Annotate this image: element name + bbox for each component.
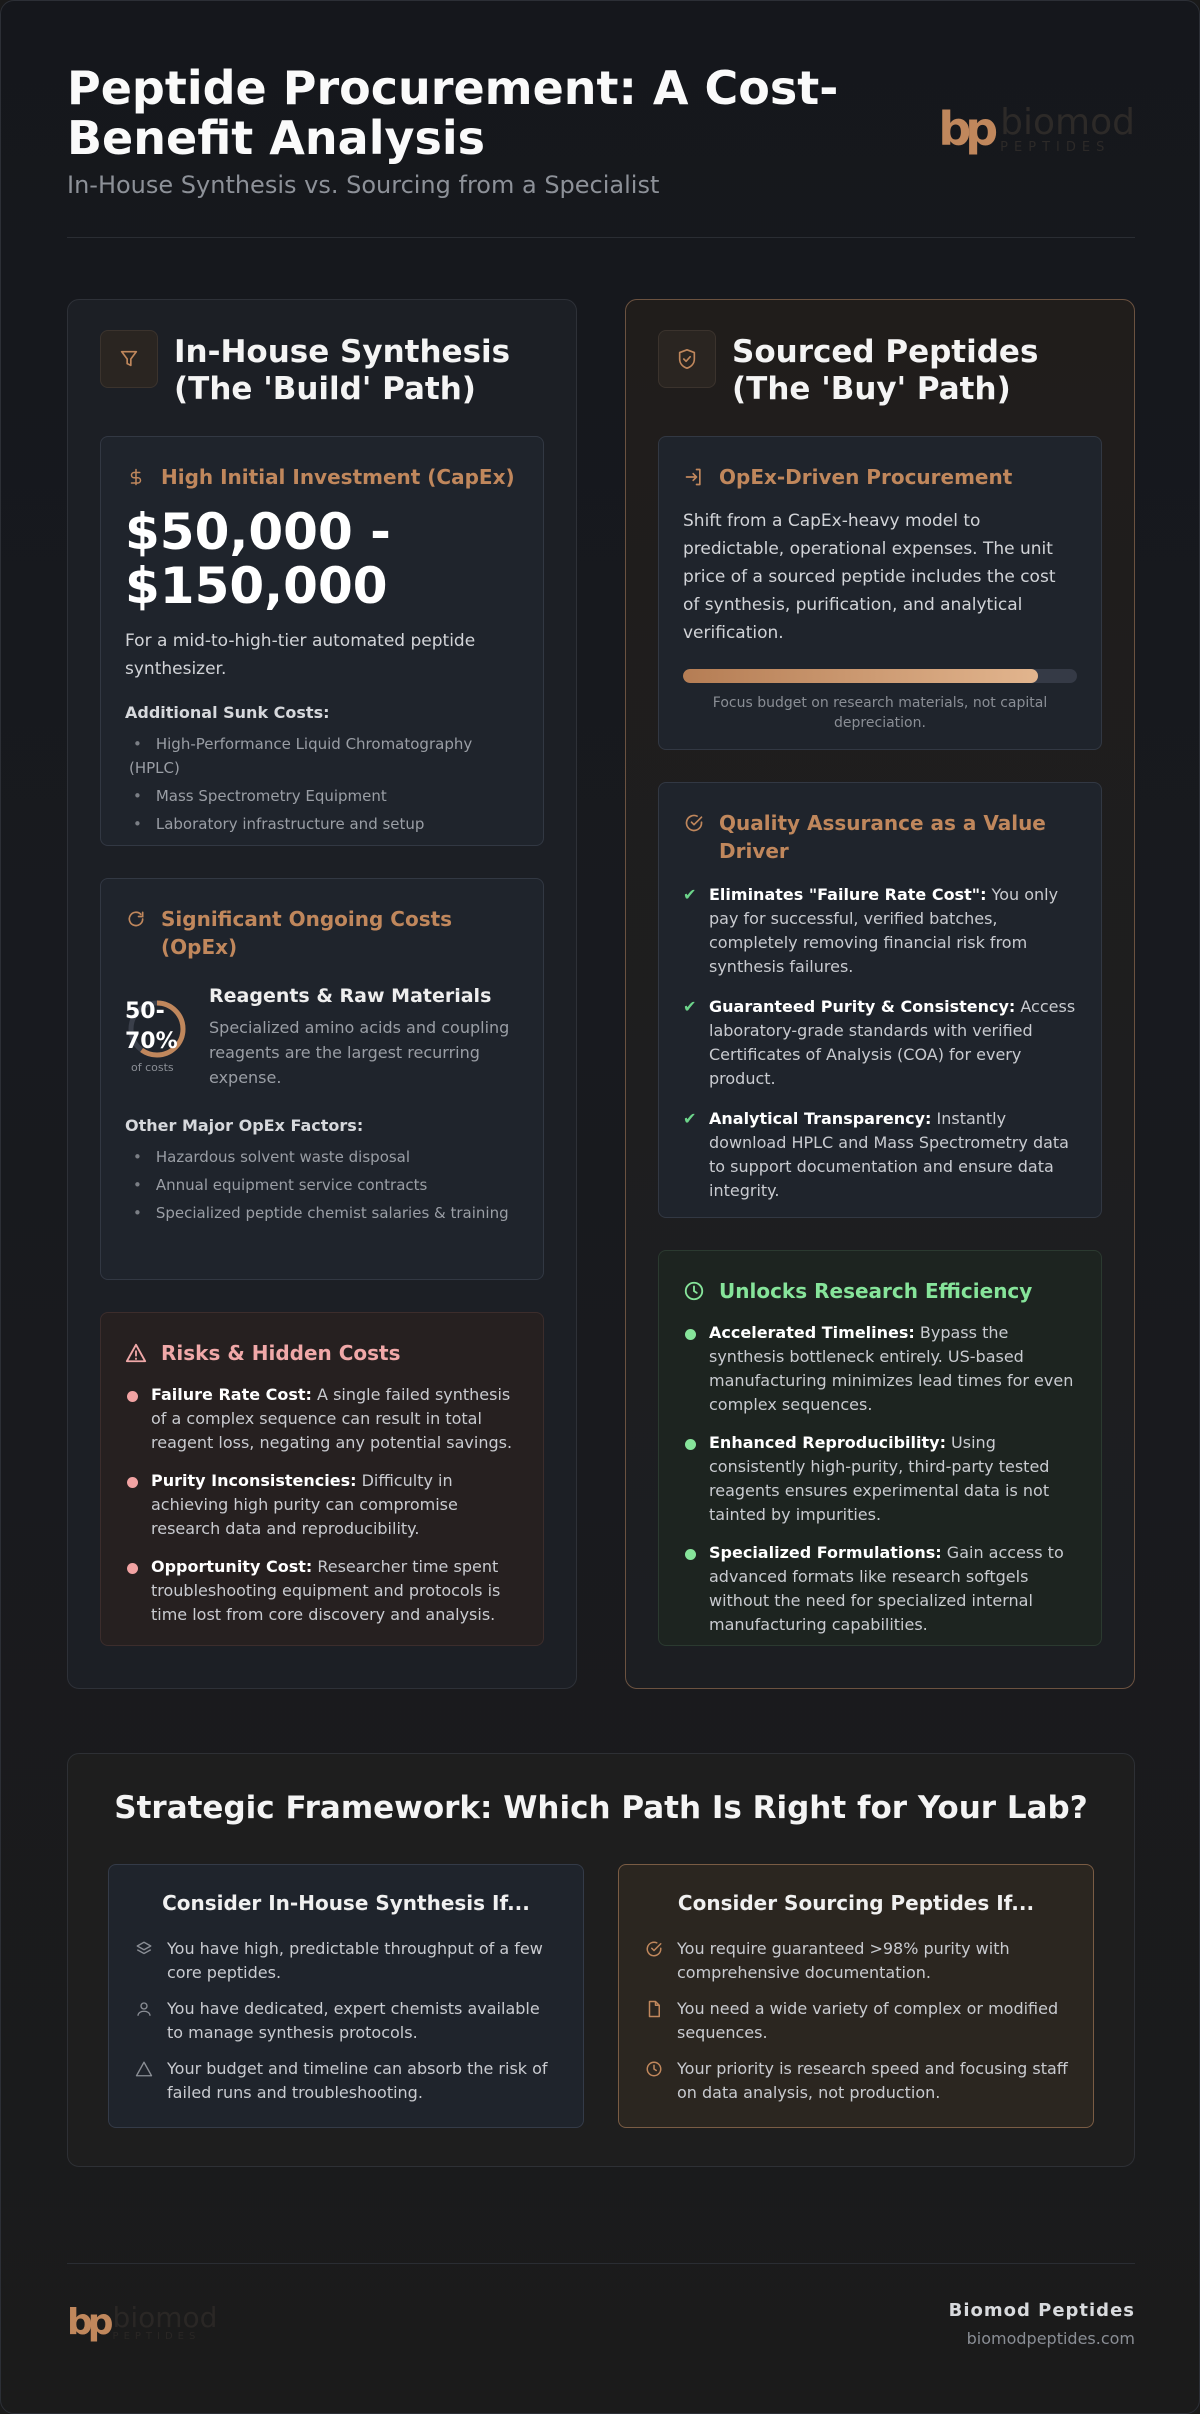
list-item: You need a wide variety of complex or modified sequences. (643, 1997, 1069, 2045)
capex-amount: $50,000 - $150,000 (125, 503, 391, 615)
warning-icon (125, 1339, 147, 1367)
capex-card (100, 436, 544, 846)
list-item: Enhanced Reproducibility: Using consistently high-purity, third-party tested reagents ensures experimental data is not tainted by impurities. (683, 1431, 1077, 1527)
layers-icon (133, 1937, 155, 1961)
list-item: Accelerated Timelines: Bypass the synthesis bottleneck entirely. US-based manufacturing minimizes lead times for even complex sequences. (683, 1321, 1077, 1417)
opex-procurement-card (658, 436, 1102, 750)
funnel-icon (100, 330, 158, 388)
logo-mark: bp (938, 102, 993, 156)
list-item: • Specialized peptide chemist salaries & training (125, 1201, 519, 1225)
refresh-icon (125, 905, 147, 933)
list-item: • High-Performance Liquid Chromatography (HPLC) (125, 732, 519, 780)
footer (67, 2263, 1135, 2363)
framework-title: Strategic Framework: Which Path Is Right for Your Lab? (114, 1790, 1088, 1826)
in-house-criteria-heading: Consider In-House Synthesis If... (162, 1891, 530, 1915)
footer-logo: bp biomod PEPTIDES (67, 2300, 218, 2343)
efficiency-list (683, 1321, 1077, 1637)
reagent-heading: Reagents & Raw Materials (209, 985, 492, 1007)
in-house-column (67, 299, 577, 1689)
logo-word: biomod (1000, 101, 1135, 143)
list-item: • Mass Spectrometry Equipment (125, 784, 519, 808)
efficiency-card (658, 1250, 1102, 1646)
logo-sub: PEPTIDES (1000, 139, 1111, 155)
dollar-icon (125, 463, 147, 491)
list-item: You require guaranteed >98% purity with comprehensive documentation. (643, 1937, 1069, 1985)
shield-check-icon (658, 330, 716, 388)
in-house-criteria (108, 1864, 584, 2128)
page-subtitle: In-House Synthesis vs. Sourcing from a Specialist (67, 171, 660, 199)
check-circle-icon (643, 1937, 665, 1961)
risks-card (100, 1312, 544, 1646)
opex-procurement-title: OpEx-Driven Procurement (719, 465, 1013, 489)
risks-title: Risks & Hidden Costs (161, 1341, 401, 1365)
list-item: Your priority is research speed and focusing staff on data analysis, not production. (643, 2057, 1069, 2105)
document-icon (643, 1997, 665, 2021)
quality-list (683, 883, 1077, 1203)
footer-company: Biomod Peptides (948, 2300, 1135, 2321)
quality-card (658, 782, 1102, 1218)
other-list (125, 1145, 519, 1225)
reagent-text: Specialized amino acids and coupling reagents are the largest recurring expense. (209, 1018, 510, 1087)
list-item: Specialized Formulations: Gain access to advanced formats like research softgels without the need for specialized internal manufacturing capabilities. (683, 1541, 1077, 1637)
footer-url[interactable]: biomodpeptides.com (966, 2329, 1135, 2348)
budget-caption: Focus budget on research materials, not capital depreciation. (712, 695, 1048, 731)
list-item: You have dedicated, expert chemists available to manage synthesis protocols. (133, 1997, 559, 2045)
list-item: • Annual equipment service contracts (125, 1173, 519, 1197)
sourcing-criteria-heading: Consider Sourcing Peptides If... (677, 1891, 1035, 1915)
list-item: ✔ Analytical Transparency: Instantly download HPLC and Mass Spectrometry data to support documentation and ensure data integrity. (683, 1109, 1069, 1200)
ring-value: 50-70% (125, 999, 178, 1054)
capex-title: High Initial Investment (CapEx) (161, 465, 515, 489)
risks-list (125, 1383, 519, 1627)
opex-card (100, 878, 544, 1280)
check-icon: ✔ (683, 885, 697, 904)
list-item: Your budget and timeline can absorb the risk of failed runs and troubleshooting. (133, 2057, 559, 2105)
clock-icon (643, 2057, 665, 2081)
list-item: You have high, predictable throughput of a few core peptides. (133, 1937, 559, 1985)
sourced-column (625, 299, 1135, 1689)
check-circle-icon (683, 809, 705, 837)
opex-procurement-description: Shift from a CapEx-heavy model to predictable, operational expenses. The unit price of a sourced peptide includes the cost of synthesis, purification, and analytical verification. (683, 511, 1056, 643)
opex-title: Significant Ongoing Costs (OpEx) (161, 907, 453, 959)
quality-title: Quality Assurance as a Value Driver (719, 811, 1046, 863)
list-item: ✔ Guaranteed Purity & Consistency: Access laboratory-grade standards with verified Certificates of Analysis (COA) for every product. (683, 997, 1076, 1088)
sunk-list (125, 732, 519, 836)
brand-logo (938, 103, 1135, 155)
budget-progress-fill (683, 669, 1038, 683)
header (67, 63, 1135, 238)
check-icon: ✔ (683, 997, 697, 1016)
ring-label: of costs (131, 1061, 174, 1074)
sourcing-criteria (618, 1864, 1094, 2128)
check-icon: ✔ (683, 1109, 697, 1128)
efficiency-title: Unlocks Research Efficiency (719, 1279, 1033, 1303)
sunk-heading: Additional Sunk Costs: (125, 703, 330, 722)
list-item: Opportunity Cost: Researcher time spent troubleshooting equipment and protocols is time lost from core discovery and analysis. (125, 1555, 519, 1627)
other-heading: Other Major OpEx Factors: (125, 1116, 364, 1135)
user-icon (133, 1997, 155, 2021)
sign-in-icon (683, 463, 705, 491)
list-item: • Laboratory infrastructure and setup (125, 812, 519, 836)
list-item: Purity Inconsistencies: Difficulty in achieving high purity can compromise research data and reproducibility. (125, 1469, 519, 1541)
budget-progress-bar (683, 669, 1077, 683)
sourced-title: Sourced Peptides (The 'Buy' Path) (732, 334, 1039, 407)
list-item: • Hazardous solvent waste disposal (125, 1145, 519, 1169)
triangle-icon (133, 2057, 155, 2081)
clock-icon (683, 1277, 705, 1305)
page-title: Peptide Procurement: A Cost-Benefit Analysis (67, 61, 839, 165)
list-item: ✔ Eliminates "Failure Rate Cost": You only pay for successful, verified batches, completely removing financial risk from synthesis failures. (683, 885, 1059, 976)
strategic-framework (67, 1753, 1135, 2167)
cost-ring (125, 985, 189, 1074)
in-house-title: In-House Synthesis (The 'Build' Path) (174, 334, 511, 407)
list-item: Failure Rate Cost: A single failed synthesis of a complex sequence can result in total reagent loss, negating any potential savings. (125, 1383, 519, 1455)
capex-description: For a mid-to-high-tier automated peptide synthesizer. (125, 631, 476, 679)
